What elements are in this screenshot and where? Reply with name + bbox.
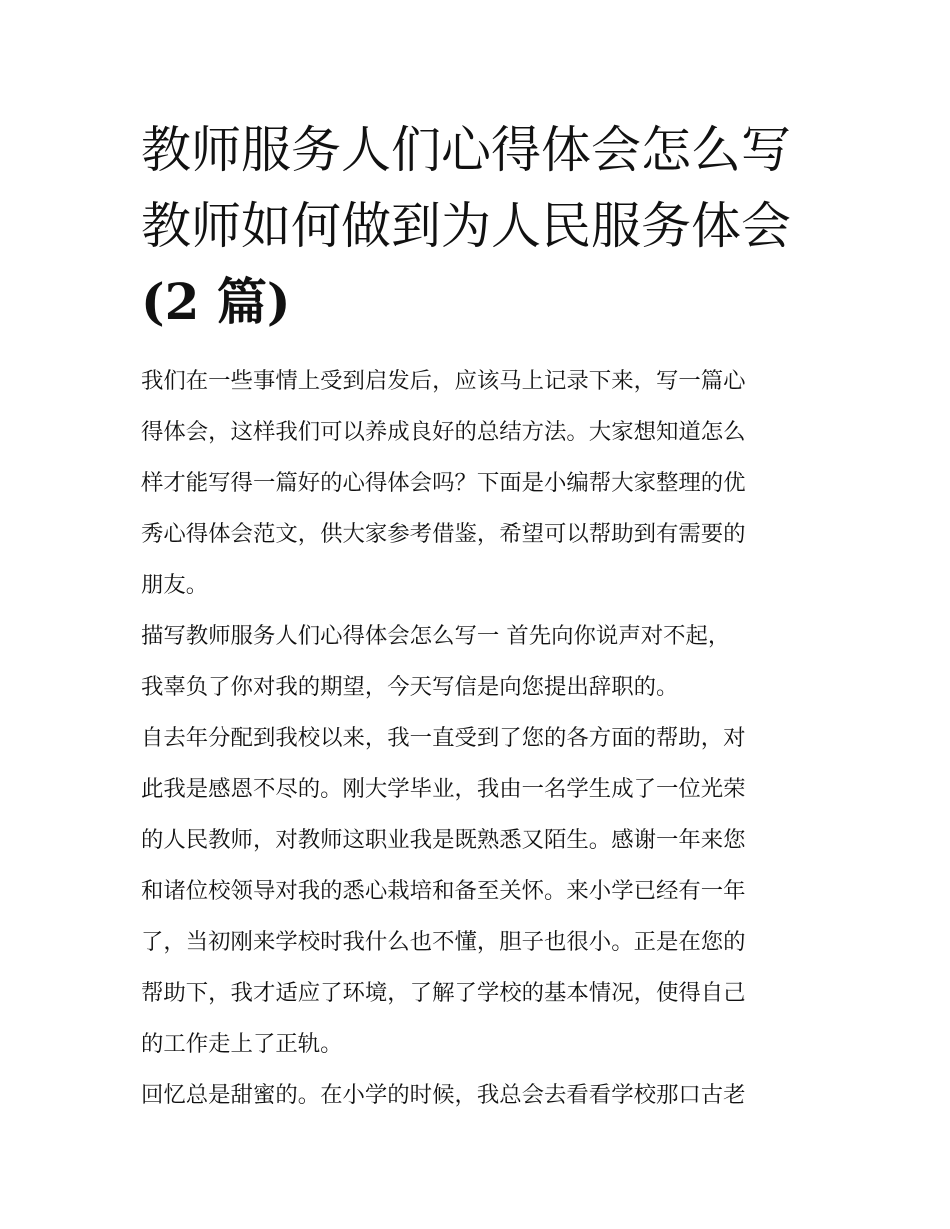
text-line: 帮助下，我才适应了环境，了解了学校的基本情况，使得自己 [141,980,746,1006]
text-line: 描写教师服务人们心得体会怎么写一 首先向你说声对不起， [141,623,731,649]
document-page [141,112,813,1121]
document-title [141,112,813,340]
paragraph-memory [141,1070,813,1121]
document-body [141,356,813,1121]
text-line: 我辜负了你对我的期望，今天写信是向您提出辞职的。 [141,674,679,700]
text-line: 回忆总是甜蜜的。在小学的时候，我总会去看看学校那口古老 [141,1082,746,1108]
text-line: 自去年分配到我校以来，我一直受到了您的各方面的帮助，对 [141,725,746,751]
paragraph-intro [141,356,813,611]
text-line: 朋友。 [141,572,209,598]
text-line: 得体会，这样我们可以养成良好的总结方法。大家想知道怎么 [141,419,746,445]
text-line: 的人民教师，对教师这职业我是既熟悉又陌生。感谢一年来您 [141,827,746,853]
title-line: (2 篇) [141,272,291,331]
text-line: 秀心得体会范文，供大家参考借鉴，希望可以帮助到有需要的 [141,521,746,547]
title-line: 教师服务人们心得体会怎么写 [141,121,791,179]
text-line: 我们在一些事情上受到启发后，应该马上记录下来，写一篇心 [141,368,746,394]
title-line: 教师如何做到为人民服务体会 [141,197,791,255]
paragraph-apology [141,611,813,713]
paragraph-gratitude [141,713,813,1070]
text-line: 此我是感恩不尽的。刚大学毕业，我由一名学生成了一位光荣 [141,776,746,802]
text-line: 的工作走上了正轨。 [141,1031,343,1057]
text-line: 和诸位校领导对我的悉心栽培和备至关怀。来小学已经有一年 [141,878,746,904]
text-line: 样才能写得一篇好的心得体会吗？下面是小编帮大家整理的优 [141,470,746,496]
text-line: 了，当初刚来学校时我什么也不懂，胆子也很小。正是在您的 [141,929,746,955]
